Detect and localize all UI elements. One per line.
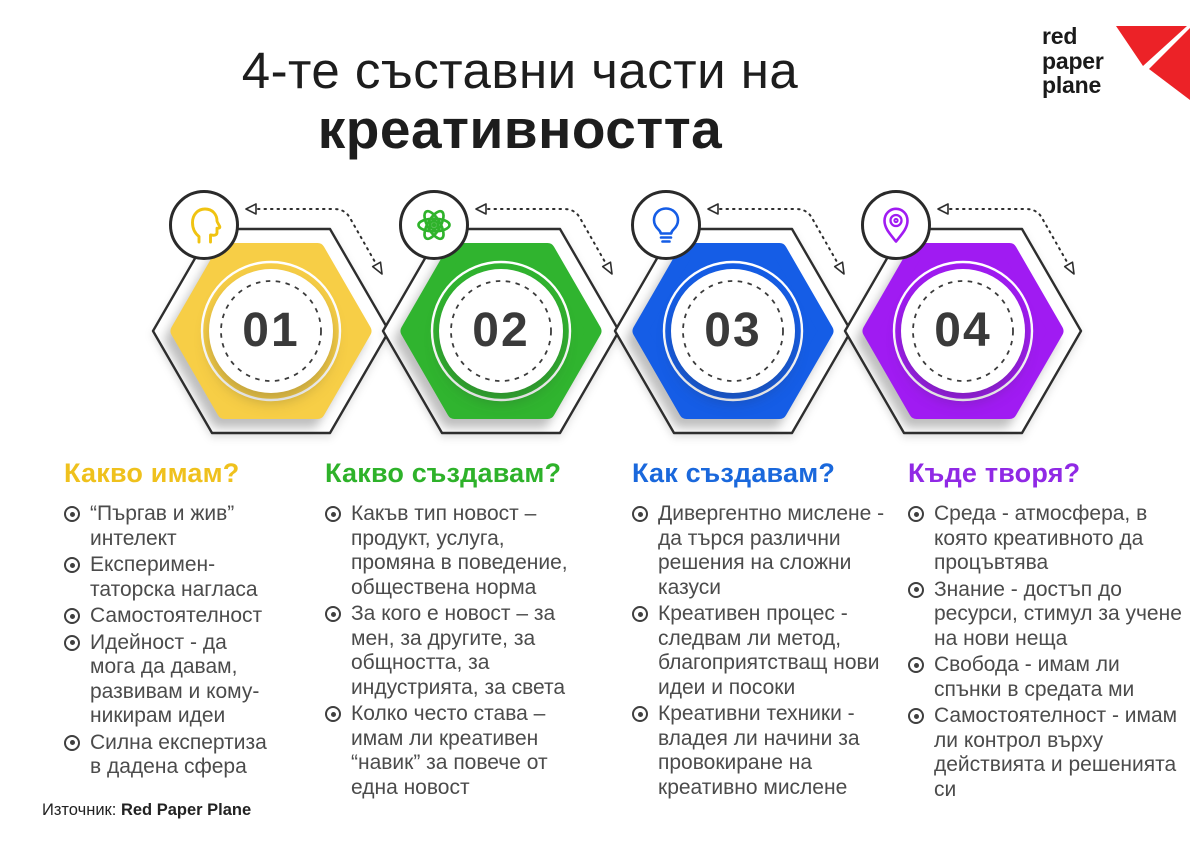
bullet-list	[64, 502, 276, 780]
bullet-list	[908, 502, 1182, 802]
bullseye-bullet-icon	[632, 706, 648, 722]
list-item-text: Идейност - да мога да давам, развивам и кому-никирам идеи	[90, 630, 260, 727]
list-item	[908, 578, 1182, 652]
list-item	[908, 502, 1182, 576]
bullseye-bullet-icon	[908, 657, 924, 673]
lightbulb-icon	[631, 190, 701, 260]
logo-word-2: paper	[1042, 47, 1104, 74]
list-item	[325, 502, 589, 600]
logo-word-3: plane	[1042, 72, 1102, 98]
list-item-text: Самостоятелност	[90, 604, 263, 627]
list-item-text: Силна експертиза в дадена сфера	[90, 730, 267, 778]
bullseye-bullet-icon	[632, 506, 648, 522]
bullseye-bullet-icon	[64, 635, 80, 651]
bullseye-bullet-icon	[908, 708, 924, 724]
location-pin-glyph	[876, 205, 916, 245]
step-number-1: 01	[242, 304, 300, 357]
bullseye-bullet-icon	[325, 506, 341, 522]
atom-glyph	[414, 205, 454, 245]
list-item-text: Експеримен-таторска нагласа	[90, 553, 258, 601]
paper-plane-icon	[1110, 22, 1192, 107]
bullseye-bullet-icon	[325, 706, 341, 722]
list-item	[64, 731, 276, 780]
hex-unit-3	[608, 183, 858, 455]
hex-unit-1	[146, 183, 396, 455]
location-pin-icon	[861, 190, 931, 260]
list-item-text: Самостоятелност - имам ли контрол върху действията и решенията си	[934, 704, 1178, 801]
list-item-text: За кого е новост – за мен, за другите, за общността, за индустрията, за света	[351, 602, 566, 699]
list-item	[908, 653, 1182, 702]
bullseye-bullet-icon	[64, 735, 80, 751]
head-profile-icon	[169, 190, 239, 260]
list-item-text: Знание - достъп до ресурси, стимул за учене на нови неща	[934, 577, 1182, 650]
list-item	[325, 602, 589, 700]
bullseye-bullet-icon	[325, 606, 341, 622]
list-item	[325, 702, 589, 800]
list-item-text: Креативни техники - владея ли начини за провокиране на креативно мислене	[658, 702, 860, 799]
atom-icon	[399, 190, 469, 260]
list-item-text: Свобода - имам ли спънки в средата ми	[934, 653, 1135, 701]
hex-unit-4	[838, 183, 1088, 455]
source-label: Източник:	[42, 801, 117, 819]
head-profile-glyph	[184, 205, 224, 245]
title-line-2: креативността	[317, 98, 723, 160]
lightbulb-glyph	[646, 205, 686, 245]
source-line	[42, 801, 251, 820]
list-item-text: Креативен процес - следвам ли метод, благоприятстващ нови идеи и посоки	[658, 602, 880, 699]
red-paper-plane-logo	[1040, 22, 1192, 104]
list-item-text: Колко често става – имам ли креативен “навик” за повече от една новост	[351, 702, 548, 799]
list-item	[64, 553, 276, 602]
list-item-text: Какъв тип новост – продукт, услуга, промяна в поведение, обществена норма	[351, 502, 568, 599]
bullseye-bullet-icon	[908, 582, 924, 598]
bullseye-bullet-icon	[64, 557, 80, 573]
step-number-3: 03	[704, 304, 762, 357]
column-what-i-create	[325, 458, 589, 800]
source-value: Red Paper Plane	[120, 801, 252, 819]
list-item	[632, 602, 894, 700]
list-item	[64, 502, 276, 551]
column-what-i-have	[64, 458, 276, 780]
list-item	[632, 502, 894, 600]
step-number-4: 04	[934, 304, 992, 357]
bullseye-bullet-icon	[64, 608, 80, 624]
column-where-i-create	[908, 458, 1182, 802]
column-heading: Как създавам?	[632, 458, 836, 488]
list-item	[632, 702, 894, 800]
step-number-2: 02	[472, 304, 530, 357]
logo-text	[1042, 24, 1104, 98]
page-title	[0, 42, 1040, 159]
list-item-text: Среда - атмосфера, в която креативното да процъвтява	[934, 502, 1148, 574]
bullet-list	[632, 502, 894, 800]
list-item-text: Дивергентно мислене - да търся различни решения на сложни казуси	[658, 502, 885, 599]
logo-word-1: red	[1042, 23, 1078, 49]
bullseye-bullet-icon	[632, 606, 648, 622]
hex-unit-2	[376, 183, 626, 455]
list-item	[64, 631, 276, 729]
bullseye-bullet-icon	[64, 506, 80, 522]
column-heading: Къде творя?	[908, 458, 1081, 488]
column-heading: Какво създавам?	[325, 458, 562, 488]
list-item-text: “Пъргав и жив” интелект	[90, 502, 235, 550]
list-item	[64, 604, 276, 629]
title-line-1: 4-те съставни части на	[241, 42, 799, 99]
column-heading: Какво имам?	[64, 458, 240, 488]
bullseye-bullet-icon	[908, 506, 924, 522]
bullet-list	[325, 502, 589, 800]
column-how-i-create	[632, 458, 894, 800]
list-item	[908, 704, 1182, 802]
